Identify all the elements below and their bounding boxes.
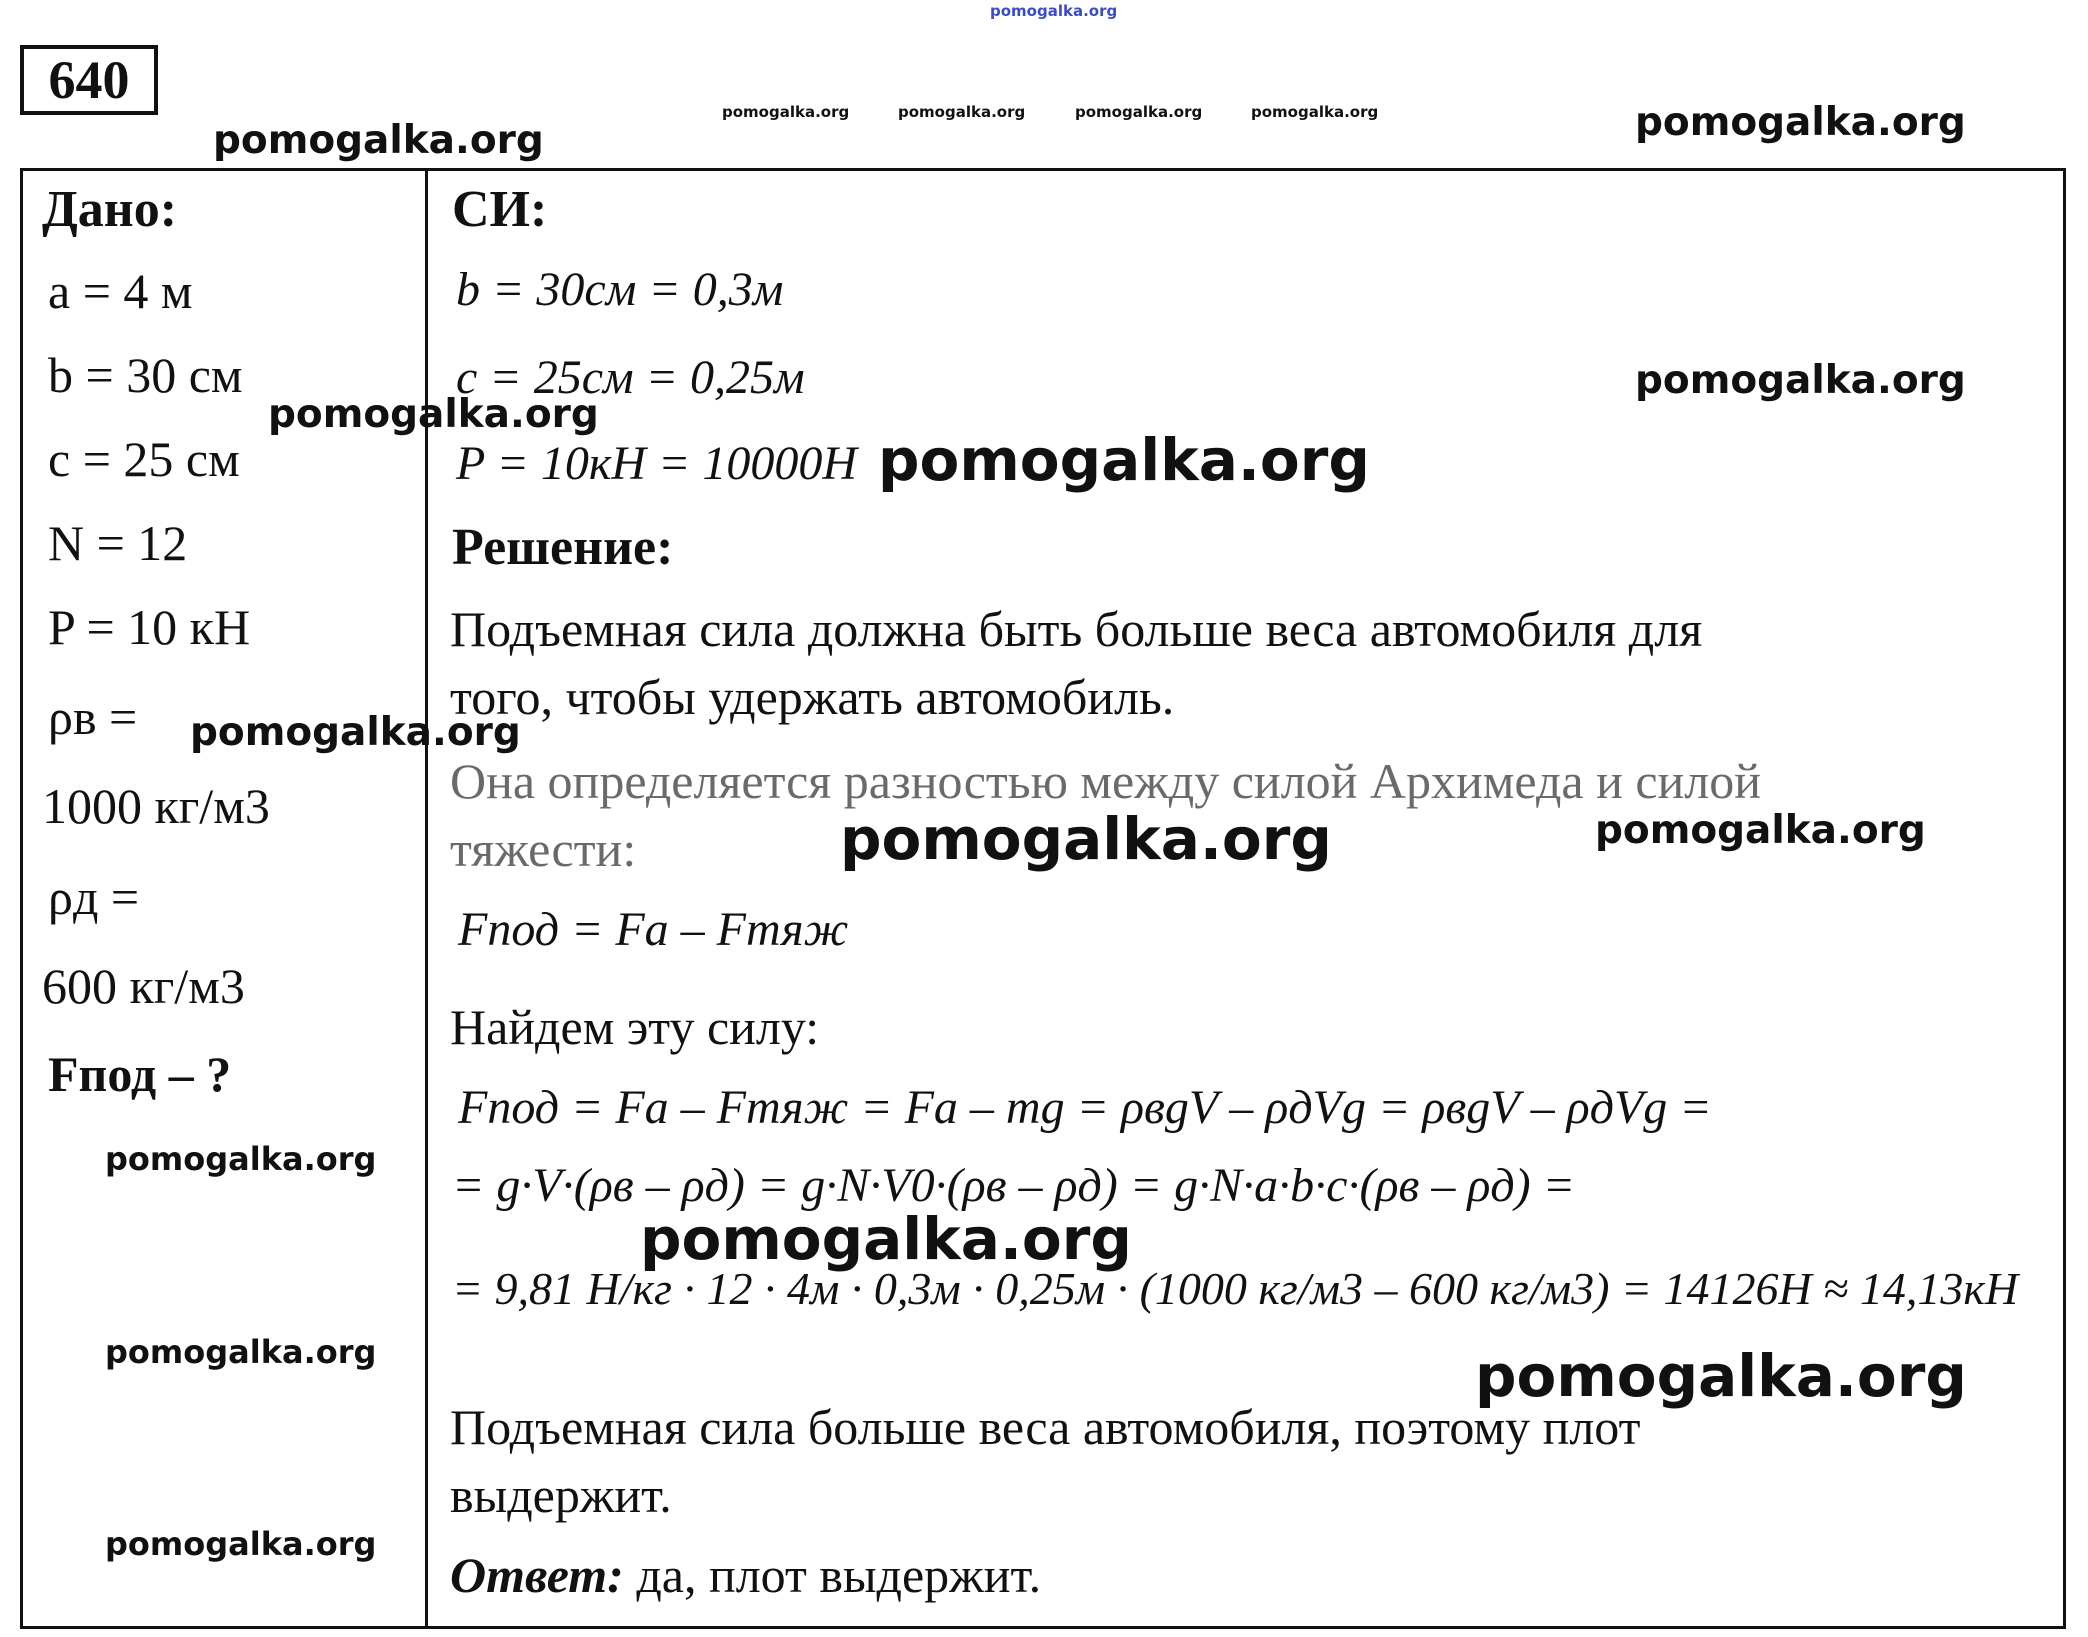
solution-p1-line2: того, чтобы удержать автомобиль.	[450, 669, 1175, 725]
find-text: Найдем эту силу:	[450, 999, 820, 1055]
watermark-given-2: pomogalka.org	[190, 710, 521, 755]
solution-p2-line2: тяжести:	[450, 821, 637, 877]
equation-1: Fпод = Fа – Fтяж	[458, 903, 849, 956]
watermark-solution-2: pomogalka.org	[1595, 808, 1926, 853]
watermark-solution-1: pomogalka.org	[840, 805, 1332, 873]
conclusion-line1: Подъемная сила больше веса автомобиля, поэтому плот	[450, 1399, 1641, 1455]
equation-2: Fпод = Fа – Fтяж = Fа – mg = ρвgV – ρдVg = ρвgV – ρдVg =	[458, 1081, 1712, 1134]
given-rho-d-value: 600 кг/м3	[42, 958, 245, 1014]
solution-p2-line1: Она определяется разностью между силой Архимеда и силой	[450, 753, 1761, 809]
si-heading: СИ:	[452, 181, 548, 238]
watermark-small-4: pomogalka.org	[1251, 103, 1379, 121]
si-p: P = 10кН = 10000Н	[456, 437, 858, 490]
given-n: N = 12	[48, 515, 188, 571]
given-rho-d-label: ρд =	[48, 869, 140, 925]
answer-text: да, плот выдержит.	[636, 1547, 1042, 1603]
given-a: a = 4 м	[48, 263, 193, 319]
si-b: b = 30см = 0,3м	[456, 263, 784, 316]
given-b: b = 30 см	[48, 347, 243, 403]
answer	[450, 1546, 1041, 1604]
si-c: c = 25см = 0,25м	[456, 351, 805, 404]
solution-heading: Решение:	[452, 519, 674, 576]
watermark-solution-3: pomogalka.org	[640, 1205, 1132, 1273]
watermark-si-large: pomogalka.org	[878, 426, 1370, 494]
equation-4: = 9,81 Н/кг · 12 · 4м · 0,3м · 0,25м · (1000 кг/м3 – 600 кг/м3) = 14126Н ≈ 14,13кН	[452, 1263, 2019, 1314]
solution-p1-line1: Подъемная сила должна быть больше веса автомобиля для	[450, 601, 1703, 657]
watermark-si-right: pomogalka.org	[1635, 358, 1966, 403]
watermark-given-1: pomogalka.org	[268, 392, 599, 437]
given-find: Fпод – ?	[48, 1046, 232, 1102]
given-heading: Дано:	[42, 181, 178, 238]
problem-number: 640	[20, 45, 158, 115]
conclusion-line2: выдержит.	[450, 1467, 672, 1523]
answer-label: Ответ:	[450, 1547, 624, 1603]
watermark-given-3: pomogalka.org	[105, 1140, 377, 1178]
watermark-given-5: pomogalka.org	[105, 1525, 377, 1563]
watermark-top: pomogalka.org	[990, 2, 1118, 20]
watermark-header-right: pomogalka.org	[1635, 100, 1966, 145]
watermark-small-3: pomogalka.org	[1075, 103, 1203, 121]
given-rho-v-value: 1000 кг/м3	[42, 778, 270, 834]
watermark-given-4: pomogalka.org	[105, 1333, 377, 1371]
given-p: P = 10 кН	[48, 599, 251, 655]
column-divider	[425, 168, 428, 1628]
given-rho-v-label: ρв =	[48, 689, 138, 745]
equation-3: = g·V·(ρв – ρд) = g·N·V0·(ρв – ρд) = g·N·a·b·c·(ρв – ρд) =	[452, 1159, 1576, 1212]
watermark-solution-4: pomogalka.org	[1475, 1342, 1967, 1410]
watermark-header-left: pomogalka.org	[213, 118, 544, 163]
given-c: c = 25 см	[48, 431, 240, 487]
watermark-small-1: pomogalka.org	[722, 103, 850, 121]
watermark-small-2: pomogalka.org	[898, 103, 1026, 121]
